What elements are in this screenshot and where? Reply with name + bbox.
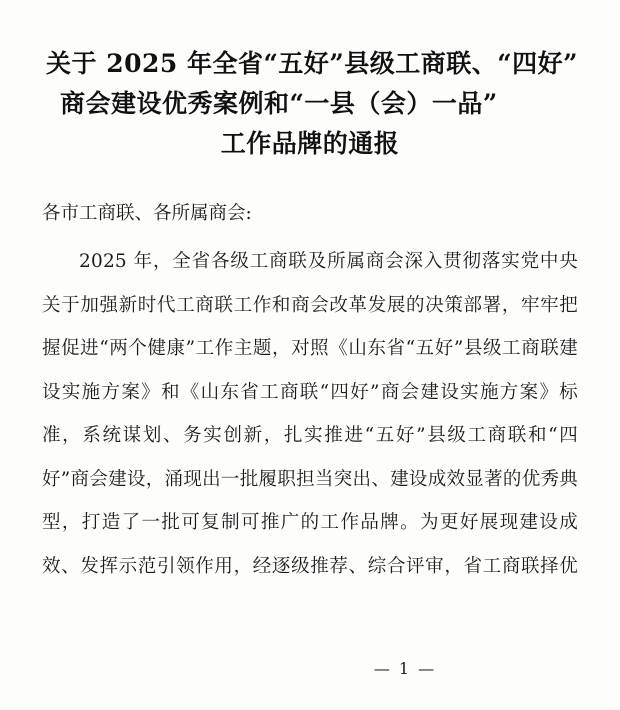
page-title-line-2: 商会建设优秀案例和“一县（会）一品” <box>60 89 498 118</box>
page-title-line-1: 关于 2025 年全省“五好”县级工商联、“四好” <box>46 49 579 78</box>
title-spacer <box>40 164 580 192</box>
body-paragraph-text: 2025 年，全省各级工商联及所属商会深入贯彻落实党中央关于加强新时代工商联工作和商会改革发展的决策部署，牢牢把握促进“两个健康”工作主题，对照《山东省“五好”县级工商联建设实施方案》和《山东省工商联“四好”商会建设实施方案》标准，系统谋划、务实创新，扎实推进“五好”县级工商联和“四好”商会建设，涌现出一批履职担当突出、建设成效显著的优秀典型，打造了一批可复制可推广的工作品牌。为更好展现建设成效、发挥示范引领作用，经逐级推荐、综合评审，省工商联择优 <box>42 251 578 577</box>
page-title-line-3: 工作品牌的通报 <box>220 129 400 158</box>
page-title <box>40 44 580 164</box>
page-number: — 1 — <box>373 659 437 678</box>
body-paragraph <box>40 240 580 588</box>
salutation: 各市工商联、各所属商会: <box>42 203 252 224</box>
